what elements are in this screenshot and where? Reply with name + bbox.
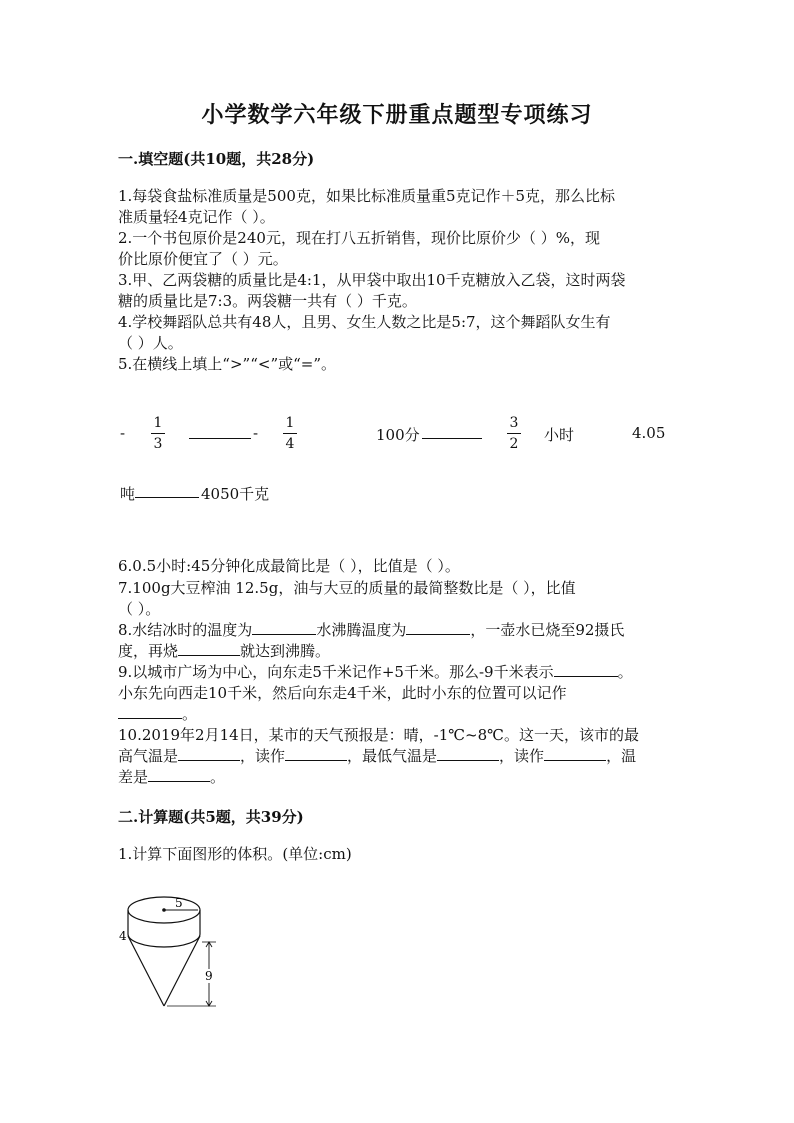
q10-blank-high-read[interactable] <box>285 746 347 761</box>
q10-blank-low-read[interactable] <box>544 746 606 761</box>
q10-blank-diff[interactable] <box>148 767 210 782</box>
q8-text-1: 8.水结冰时的温度为 <box>118 621 253 639</box>
cone-height-label: 9 <box>205 969 213 983</box>
q8-blank-boiling[interactable] <box>406 620 470 635</box>
fraction-bar <box>507 433 521 434</box>
minutes-value: 100分 <box>376 426 420 444</box>
q10-blank-high[interactable] <box>178 746 240 761</box>
compare-blank-3[interactable] <box>135 483 199 502</box>
fraction-bar <box>151 433 165 434</box>
q8-blank-remaining[interactable] <box>178 641 240 656</box>
q10-text-3: ，最低气温是 <box>347 747 438 765</box>
s2-q1-line: 1.计算下面图形的体积。(单位:cm) <box>118 845 352 863</box>
q7-line-1: 7.100g大豆榨油 12.5g，油与大豆的质量的最简整数比是（ ），比值 <box>118 579 576 597</box>
fraction-denominator: 2 <box>509 436 519 452</box>
q8-text-4: 度，再烧 <box>118 642 179 660</box>
fraction-denominator: 4 <box>285 436 295 452</box>
kilograms-value: 4050千克 <box>201 485 270 503</box>
cylinder-bottom <box>128 934 200 947</box>
fraction-one-fourth <box>280 414 300 453</box>
compare-blank-1[interactable] <box>189 424 251 443</box>
q2-line-2: 价比原价便宜了（ ）元。 <box>118 250 288 268</box>
q10-line-1: 10.2019年2月14日，某市的天气预报是：晴，-1℃~8℃。这一天，该市的最 <box>118 726 639 744</box>
section-1-heading: 一.填空题(共10题，共28分) <box>118 150 315 168</box>
cylinder-height-label: 4 <box>119 929 127 943</box>
q3-line-1: 3.甲、乙两袋糖的质量比是4:1，从甲袋中取出10千克糖放入乙袋，这时两袋 <box>118 271 626 289</box>
q3-line-2: 糖的质量比是7:3。两袋糖一共有（ ）千克。 <box>118 292 417 310</box>
q7-line-2: （ ）。 <box>118 600 161 618</box>
q1-line-2: 准质量轻4克记作（ ）。 <box>118 208 275 226</box>
q8-text-2: 水沸腾温度为 <box>316 621 407 639</box>
minus-sign-2: - <box>253 424 259 442</box>
q9-line-2: 小东先向西走10千米，然后向东走4千米，此时小东的位置可以记作 <box>118 684 567 702</box>
tons-unit: 吨 <box>120 485 136 503</box>
q10-line-3 <box>118 767 225 788</box>
q1-line-1: 1.每袋食盐标准质量是500克，如果比标准质量重5克记作＋5克，那么比标 <box>118 187 616 205</box>
q9-text-2: 。 <box>617 663 633 681</box>
q10-text-2: ，读作 <box>240 747 286 765</box>
section-2-heading: 二.计算题(共5题，共39分) <box>118 808 304 826</box>
minus-sign-1: - <box>120 424 126 442</box>
q9-line-1 <box>118 662 633 683</box>
q4-line-1: 4.学校舞蹈队总共有48人，且男、女生人数之比是5:7，这个舞蹈队女生有 <box>118 313 611 331</box>
q10-text-1: 高气温是 <box>118 747 179 765</box>
fraction-denominator: 3 <box>153 436 163 452</box>
compare-blank-2[interactable] <box>422 424 482 443</box>
fraction-numerator: 3 <box>509 415 519 431</box>
q2-line-1: 2.一个书包原价是240元，现在打八五折销售，现价比原价少（ ）%，现 <box>118 229 600 247</box>
q8-text-5: 就达到沸腾。 <box>240 642 331 660</box>
q5-line-1: 5.在横线上填上“>”“<”或“=”。 <box>118 355 337 373</box>
radius-label: 5 <box>175 896 183 910</box>
q4-line-2: （ ）人。 <box>118 334 183 352</box>
q10-line-2 <box>118 746 636 767</box>
hours-unit: 小时 <box>544 426 575 444</box>
q10-text-6: 差是 <box>118 768 149 786</box>
q9-line-3 <box>118 704 197 725</box>
q10-text-5: ，温 <box>606 747 637 765</box>
q8-blank-freezing[interactable] <box>252 620 316 635</box>
page-title: 小学数学六年级下册重点题型专项练习 <box>201 102 593 128</box>
q9-blank-1[interactable] <box>554 662 618 677</box>
fraction-bar <box>283 433 297 434</box>
q8-line-2 <box>118 641 330 662</box>
q9-blank-2[interactable] <box>118 704 182 719</box>
fraction-three-halves <box>504 414 524 453</box>
fraction-numerator: 1 <box>285 415 295 431</box>
cylinder-cone-figure <box>112 890 242 1018</box>
q10-blank-low[interactable] <box>437 746 499 761</box>
q10-text-7: 。 <box>210 768 226 786</box>
q9-text-3: 。 <box>182 705 198 723</box>
q8-text-3: ，一壶水已烧至92摄氏 <box>470 621 625 639</box>
q6-line: 6.0.5小时:45分钟化成最简比是（ ），比值是（ ）。 <box>118 557 460 575</box>
q9-text-1: 9.以城市广场为中心，向东走5千米记作+5千米。那么-9千米表示 <box>118 663 554 681</box>
tons-value: 4.05 <box>632 424 666 442</box>
q8-line-1 <box>118 620 624 641</box>
fraction-numerator: 1 <box>153 415 163 431</box>
fraction-one-third <box>148 414 168 453</box>
q10-text-4: ，读作 <box>499 747 545 765</box>
